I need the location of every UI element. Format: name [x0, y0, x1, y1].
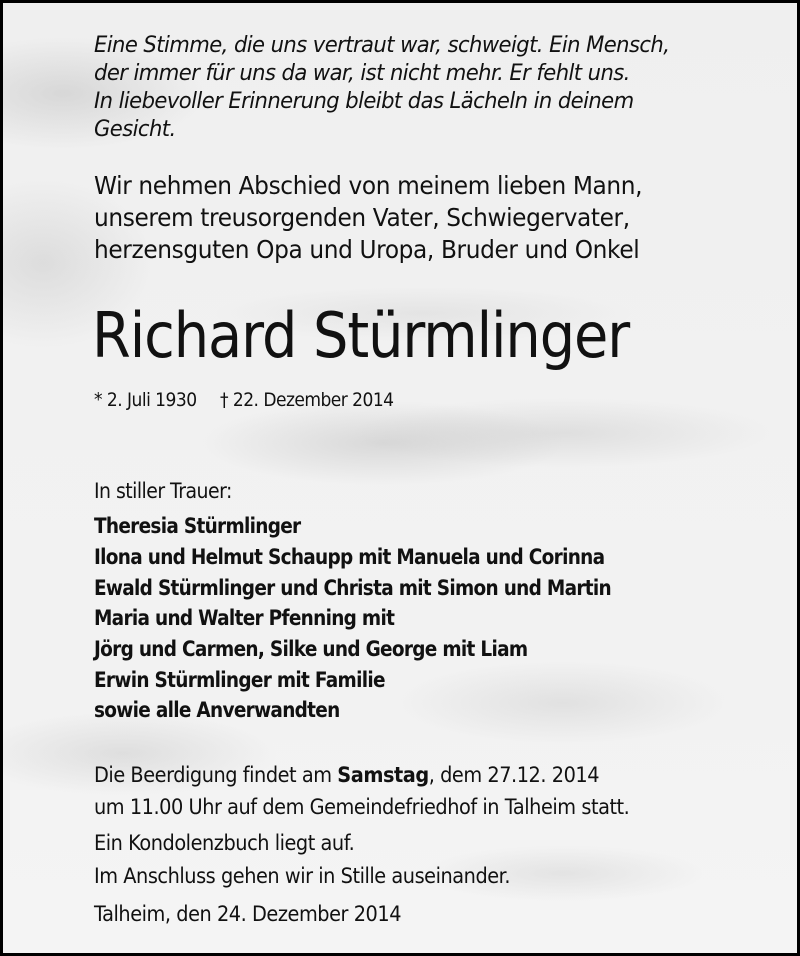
death-date: 22. Dezember 2014	[232, 389, 394, 411]
mourner-line: Theresia Stürmlinger	[94, 514, 301, 538]
mourner-line: Ewald Stürmlinger und Christa mit Simon und Martin	[94, 576, 611, 600]
funeral-date: , dem 27.12. 2014	[428, 763, 600, 787]
intro-line: Wir nehmen Abschied von meinem lieben Mann,	[94, 171, 643, 200]
quote-line: der immer für uns da war, ist nicht mehr. Er fehlt uns.	[94, 61, 630, 86]
quote-line: In liebevoller Erinnerung bleibt das Lächeln in deinem	[94, 89, 634, 114]
condolence-line: Ein Kondolenzbuch liegt auf.	[94, 831, 355, 855]
funeral-day-line	[94, 763, 599, 787]
intro-line: unserem treusorgenden Vater, Schwiegervater,	[94, 203, 630, 232]
funeral-prefix: Die Beerdigung findet am	[94, 763, 338, 787]
funeral-time-line: um 11.00 Uhr auf dem Gemeindefriedhof in Talheim statt.	[94, 795, 630, 819]
farewell-line: Im Anschluss gehen wir in Stille auseinander.	[94, 864, 511, 888]
mourner-line: Ilona und Helmut Schaupp mit Manuela und Corinna	[94, 545, 605, 569]
mourners-label: In stiller Trauer:	[94, 479, 232, 503]
birth-date: 2. Juli 1930	[106, 389, 197, 411]
death-cross-icon: †	[219, 389, 228, 411]
birth-star-icon: *	[94, 389, 103, 411]
quote-line: Eine Stimme, die uns vertraut war, schweigt. Ein Mensch,	[94, 33, 670, 58]
deceased-name: Richard Stürmlinger	[92, 299, 630, 372]
quote-line: Gesicht.	[94, 117, 176, 142]
mourner-line: Erwin Stürmlinger mit Familie	[94, 668, 385, 692]
mourner-line: Maria und Walter Pfenning mit	[94, 606, 395, 630]
intro-line: herzensguten Opa und Uropa, Bruder und Onkel	[94, 235, 640, 264]
life-dates	[94, 389, 394, 411]
funeral-day: Samstag	[337, 763, 429, 787]
mourner-line: Jörg und Carmen, Silke und George mit Liam	[94, 637, 528, 661]
place-date: Talheim, den 24. Dezember 2014	[94, 902, 402, 926]
mourner-line: sowie alle Anverwandten	[94, 698, 340, 722]
